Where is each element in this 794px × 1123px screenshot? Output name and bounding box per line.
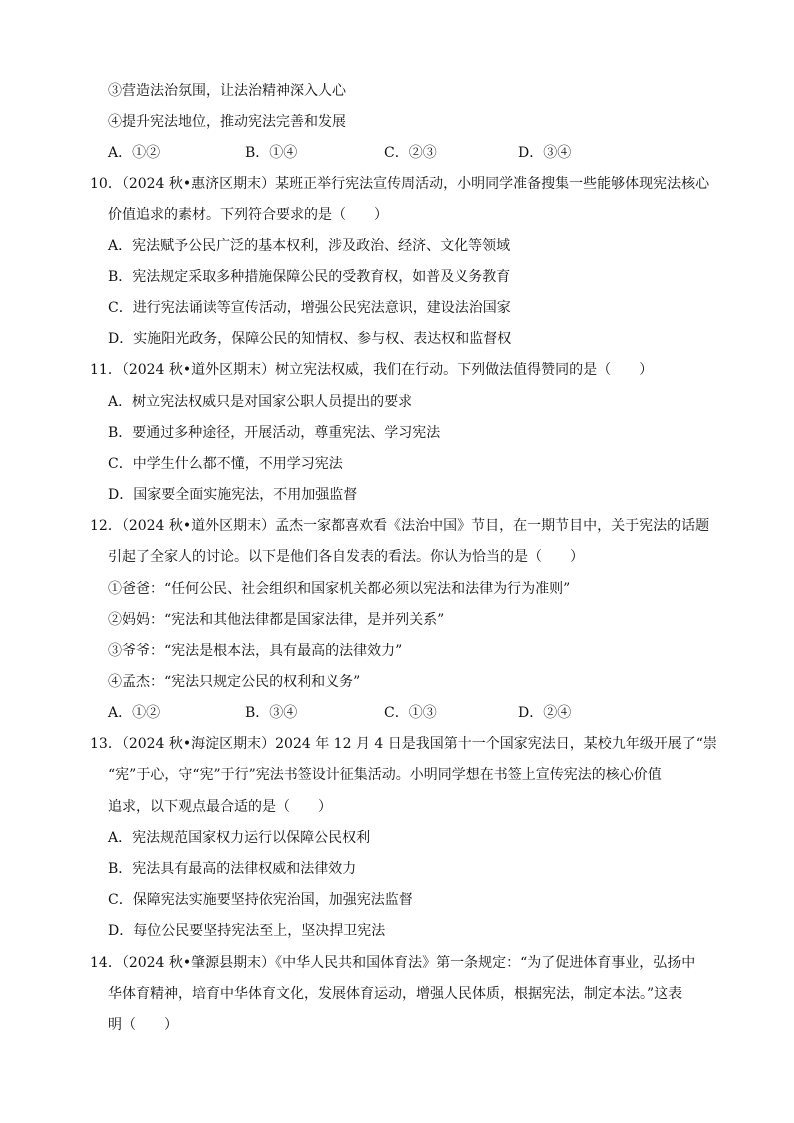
q10-stem-line-2: 价值追求的素材。下列符合要求的是（ ） [108, 207, 388, 223]
q13-option-d: D．每位公民要坚持宪法至上，坚决捍卫宪法 [108, 923, 386, 939]
q13-stem-line-1: 13．（2024 秋•海淀区期末）2024 年 12 月 4 日是我国第十一个国家宪法日，某校九年级开展了“崇 [90, 736, 717, 752]
q14-stem-line-1: 14．（2024 秋•肇源县期末）《中华人民共和国体育法》第一条规定：“为了促进体育事业，弘扬中 [90, 955, 696, 971]
q12-option-2: ②妈妈：“宪法和其他法律都是国家法律，是并列关系” [108, 612, 445, 628]
q14-stem-line-2: 华体育精神，培育中华体育文化，发展体育运动，增强人民体质，根据宪法，制定本法。”这表 [108, 986, 683, 1002]
q13-stem-line-2: “宪”于心，守“宪”于行”宪法书签设计征集活动。小明同学想在书签上宣传宪法的核心价值 [108, 767, 662, 783]
q12-choice-d: D．②④ [518, 705, 572, 721]
q10-option-b: B．宪法规定采取多种措施保障公民的受教育权，如普及义务教育 [108, 269, 511, 285]
q12-choice-b: B．③④ [245, 705, 298, 721]
q13-option-b: B．宪法具有最高的法律权威和法律效力 [108, 861, 357, 877]
q9-option-4: ④提升宪法地位，推动宪法完善和发展 [108, 114, 346, 130]
q12-stem-line-1: 12．（2024 秋•道外区期末）孟杰一家都喜欢看《法治中国》节目，在一期节目中，关于宪法的话题 [90, 518, 710, 534]
q13-stem-line-3: 追求，以下观点最合适的是（ ） [108, 799, 332, 815]
q11-option-b: B．要通过多种途径，开展活动，尊重宪法、学习宪法 [108, 425, 441, 441]
q10-stem-line-1: 10．（2024 秋•惠济区期末）某班正举行宪法宣传周活动，小明同学准备搜集一些能够体现宪法核心 [90, 176, 710, 192]
q12-option-4: ④孟杰：“宪法只规定公民的权利和义务” [108, 674, 361, 690]
q14-stem-line-3: 明（ ） [108, 1017, 178, 1033]
q11-option-d: D．国家要全面实施宪法，不用加强监督 [108, 487, 358, 503]
q9-option-3: ③营造法治氛围，让法治精神深入人心 [108, 83, 346, 99]
q10-option-d: D．实施阳光政务，保障公民的知情权、参与权、表达权和监督权 [108, 331, 512, 347]
q10-option-c: C．进行宪法诵读等宣传活动，增强公民宪法意识，建设法治国家 [108, 300, 511, 316]
q10-option-a: A．宪法赋予公民广泛的基本权利，涉及政治、经济、文化等领域 [108, 238, 511, 254]
q12-choices [108, 702, 668, 724]
q12-option-1: ①爸爸：“任何公民、社会组织和国家机关都必须以宪法和法律为行为准则” [108, 581, 571, 597]
q12-option-3: ③爷爷：“宪法是根本法，具有最高的法律效力” [108, 643, 403, 659]
q12-choice-a: A．①② [108, 705, 161, 721]
q11-stem-line-1: 11．（2024 秋•道外区期末）树立宪法权威，我们在行动。下列做法值得赞同的是（ ） [90, 362, 654, 378]
q13-option-c: C．保障宪法实施要坚持依宪治国，加强宪法监督 [108, 892, 413, 908]
q9-choice-c: C．②③ [384, 145, 437, 161]
q9-choices [108, 142, 668, 164]
q12-stem-line-2: 引起了全家人的讨论。以下是他们各自发表的看法。你认为恰当的是（ ） [108, 549, 584, 565]
q11-option-c: C．中学生什么都不懂，不用学习宪法 [108, 456, 343, 472]
q9-choice-b: B．①④ [245, 145, 298, 161]
q11-option-a: A．树立宪法权威只是对国家公职人员提出的要求 [108, 394, 413, 410]
q9-choice-a: A．①② [108, 145, 161, 161]
q13-option-a: A．宪法规范国家权力运行以保障公民权利 [108, 830, 371, 846]
q12-choice-c: C．①③ [384, 705, 437, 721]
q9-choice-d: D．③④ [518, 145, 572, 161]
